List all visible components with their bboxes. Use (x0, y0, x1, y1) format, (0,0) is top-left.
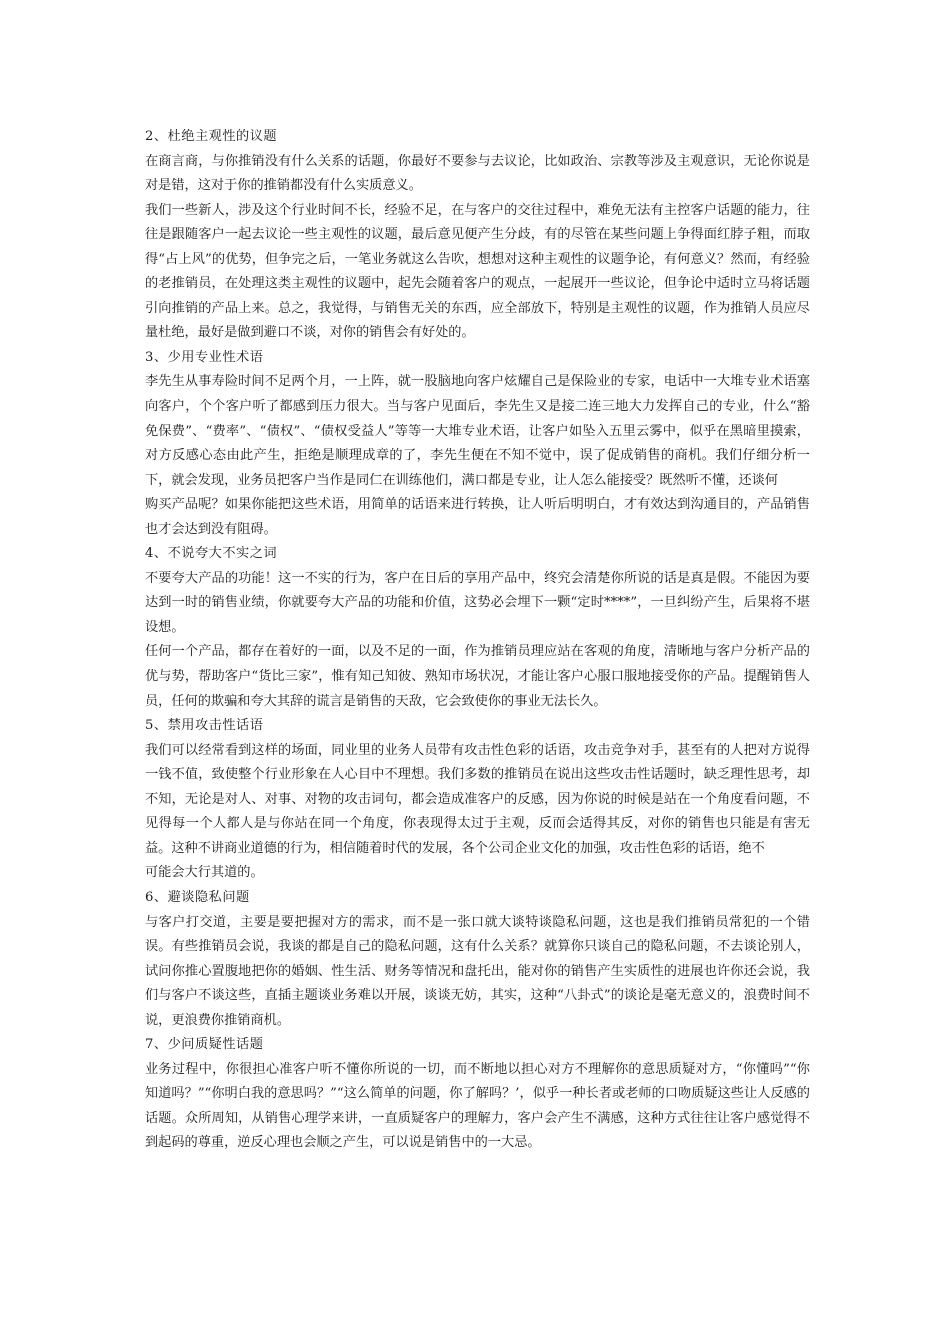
section-heading: 3、少用专业性术语 (145, 349, 264, 365)
paragraph: 任何一个产品，都存在着好的一面，以及不足的一面，作为推销员理应站在客观的角度，清晰地与客户分析产品的优与势，帮助客户“货比三家”，惟有知己知彼、熟知市场状况，才能让客户心服口服地接受你的产品。提醒销售人员，任何的欺骗和夸大其辞的谎言是销售的天敌，它会致使你的事业无法长久。 (145, 644, 810, 709)
paragraph: 与客户打交道，主要是要把握对方的需求，而不是一张口就大谈特谈隐私问题，这也是我们推销员常犯的一个错误。有些推销员会说，我谈的都是自己的隐私问题，这有什么关系？就算你只谈自己的隐私问题，不去谈论别人，试问你推心置腹地把你的婚姻、性生活、财务等情况和盘托出，能对你的销售产生实质性的进展也许你还会说，我们与客户不谈这些，直插主题谈业务难以开展，谈谈无妨，其实，这种“八卦式”的谈论是毫无意义的，浪费时间不说，更浪费你推销商机。 (145, 914, 810, 1028)
section-7 (145, 1033, 810, 1156)
paragraph: 可能会大行其道的。 (145, 865, 264, 881)
section-2 (145, 125, 810, 346)
section-heading: 6、避谈隐私问题 (145, 889, 250, 905)
paragraph: 业务过程中，你很担心准客户听不懂你所说的一切，而不断地以担心对方不理解你的意思质疑对方，“你懂吗”“你知道吗？”“你明白我的意思吗？”“这么简单的问题，你了解吗？’，似乎一种长者或老师的口吻质疑这些让人反感的话题。众所周知，从销售心理学来讲，一直质疑客户的理解力，客户会产生不满感，这种方式往往让客户感觉得不到起码的尊重，逆反心理也会顺之产生，可以说是销售中的一大忌。 (145, 1061, 810, 1151)
paragraph: 购买产品呢？如果你能把这些术语，用简单的话语来进行转换，让人听后明明白，才有效达到沟通目的，产品销售也才会达到没有阻碍。 (145, 497, 810, 537)
section-heading: 7、少问质疑性话题 (145, 1037, 264, 1053)
section-heading: 2、杜绝主观性的议题 (145, 129, 278, 144)
paragraph: 我们一些新人，涉及这个行业时间不长，经验不足，在与客户的交往过程中，难免无法有主控客户话题的能力，往往是跟随客户一起去议论一些主观性的议题，最后意见便产生分歧，有的尽管在某些问题上争得面红脖子粗，而取得“占上风”的优势，但争完之后，一笔业务就这么告吹，想想对这种主观性的议题争论，有何意义？然而，有经验的老推销员，在处理这类主观性的议题中，起先会随着客户的观点，一起展开一些议论，但争论中适时立马将话题引向推销的产品上来。总之，我觉得，与销售无关的东西，应全部放下，特别是主观性的议题，作为推销人员应尽量杜绝，最好是做到避口不谈，对你的销售会有好处的。 (145, 202, 810, 341)
section-heading: 5、禁用攻击性话语 (145, 718, 264, 734)
section-heading: 4、不说夸大不实之词 (145, 546, 278, 562)
section-6 (145, 886, 810, 1033)
paragraph: 在商言商，与你推销没有什么关系的话题，你最好不要参与去议论，比如政治、宗教等涉及主观意识，无论你说是对是错，这对于你的推销都没有什么实质意义。 (145, 153, 810, 194)
section-3 (145, 346, 810, 542)
paragraph: 李先生从事寿险时间不足两个月，一上阵，就一股脑地向客户炫耀自己是保险业的专家，电话中一大堆专业术语塞向客户，个个客户听了都感到压力很大。当与客户见面后，李先生又是接二连三地大力发挥自己的专业，什么“豁免保费”、“费率”、“债权”、“债权受益人”等等一大堆专业术语，让客户如坠入五里云雾中，似乎在黑暗里摸索，对方反感心态由此产生，拒绝是顺理成章的了，李先生便在不知不觉中，误了促成销售的商机。我们仔细分析一下，就会发现，业务员把客户当作是同仁在训练他们，满口都是专业，让人怎么能接受？既然听不懂，还谈何 (145, 374, 810, 488)
paragraph: 我们可以经常看到这样的场面，同业里的业务人员带有攻击性色彩的话语，攻击竞争对手，甚至有的人把对方说得一钱不值，致使整个行业形象在人心目中不理想。我们多数的推销员在说出这些攻击性话题时，缺乏理性思考，却不知，无论是对人、对事、对物的攻击词句，都会造成准客户的反感，因为你说的时候是站在一个角度看问题，不见得每一个人都人是与你站在同一个角度，你表现得太过于主观，反而会适得其反，对你的销售也只能是有害无益。这种不讲商业道德的行为，相信随着时代的发展，各个公司企业文化的加强，攻击性色彩的话语，绝不 (145, 742, 810, 856)
document-page (145, 125, 810, 1156)
section-4 (145, 542, 810, 714)
paragraph: 不要夸大产品的功能！这一不实的行为，客户在日后的享用产品中，终究会清楚你所说的话是真是假。不能因为要达到一时的销售业绩，你就要夸大产品的功能和价值，这势必会埋下一颗“定时****”，一旦纠纷产生，后果将不堪设想。 (145, 570, 810, 635)
section-5 (145, 714, 810, 886)
